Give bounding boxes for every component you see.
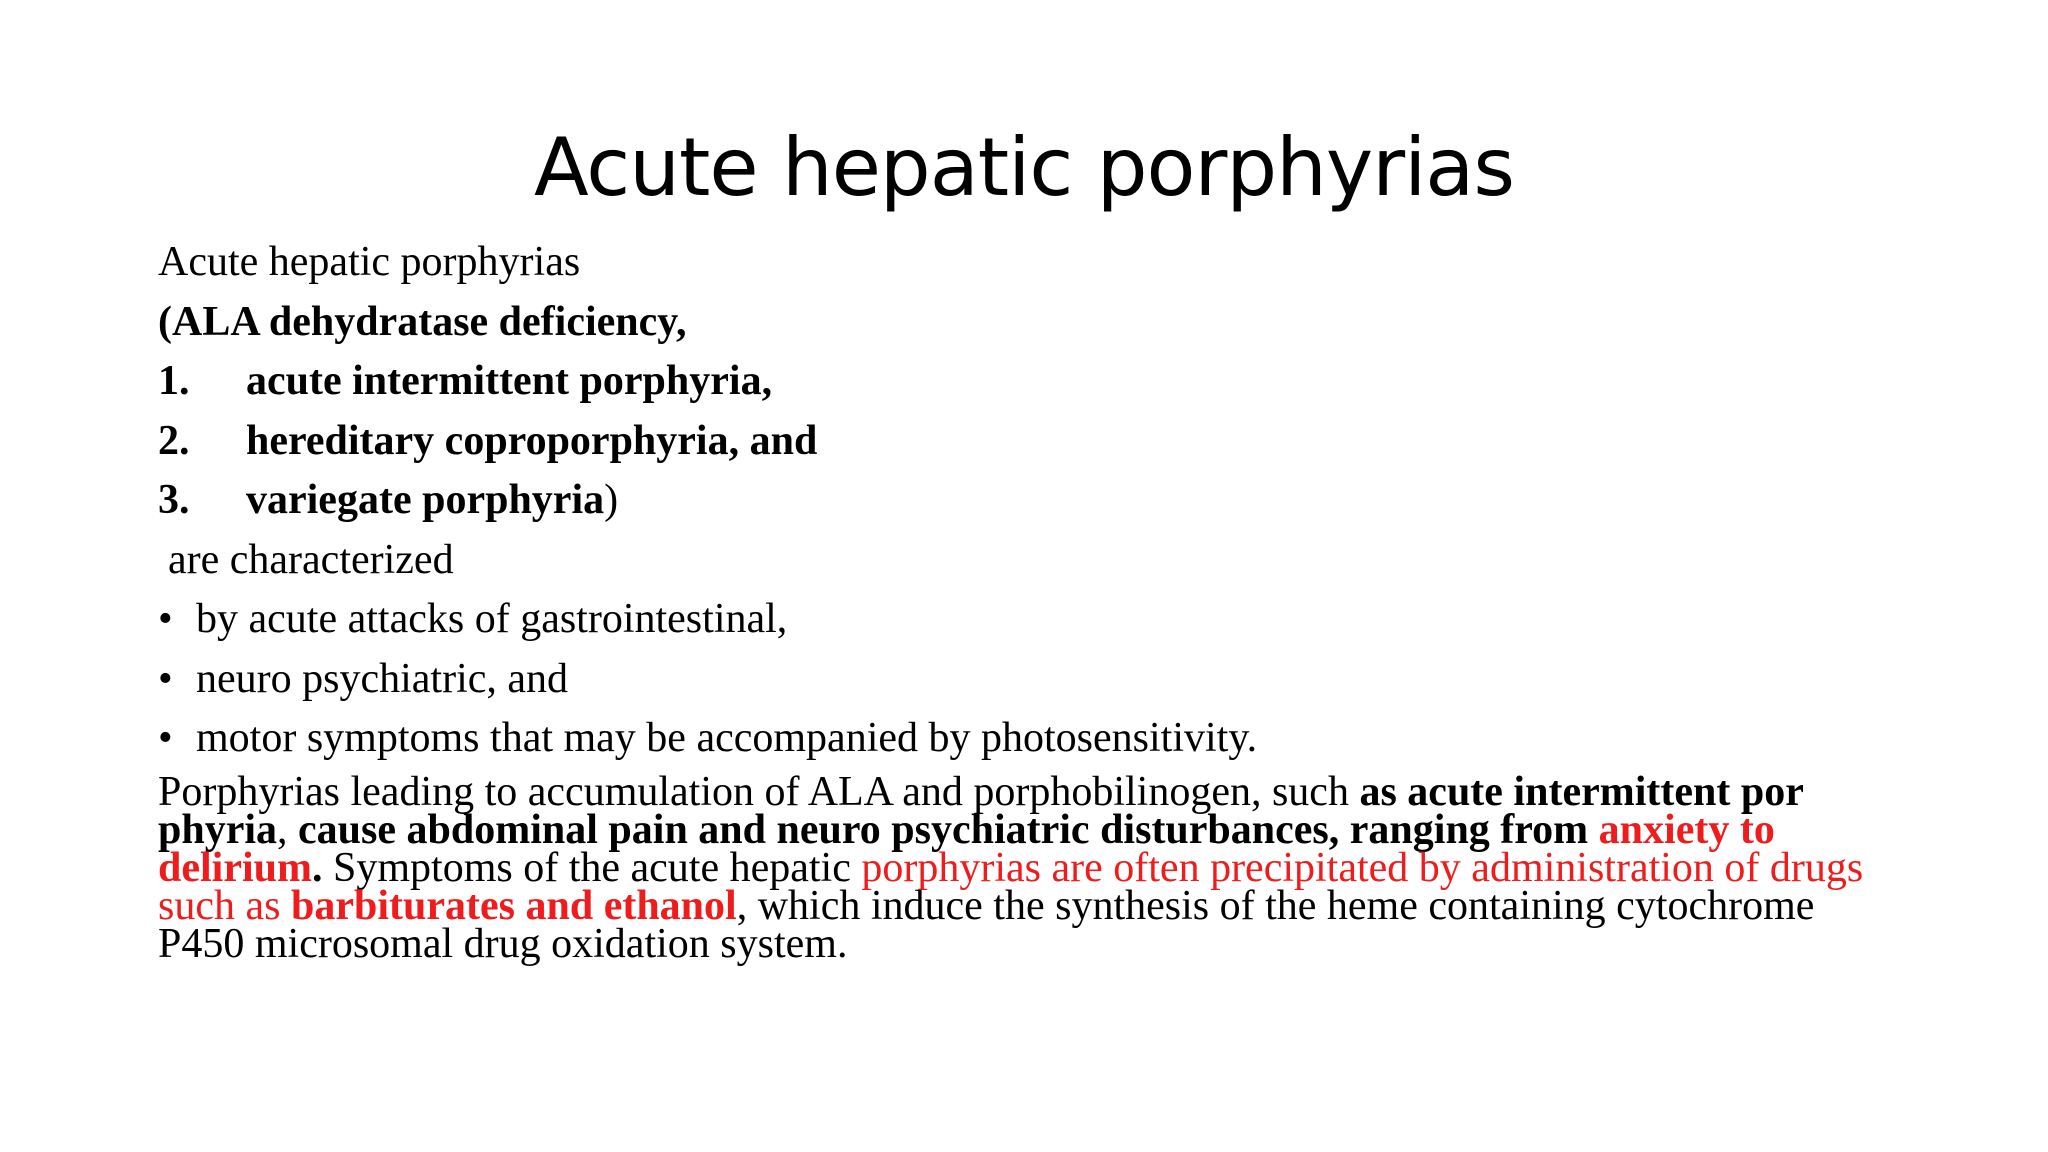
para-segment-red-bold: anxiety to delirium (158, 806, 1775, 891)
list-item-text: variegate porphyria (246, 477, 605, 523)
bullet-item (158, 590, 1958, 650)
para-segment: , which induce the synthesis of the heme containing cytochrome P450 microsomal drug oxidation system. (158, 882, 1815, 967)
description-paragraph (158, 768, 1878, 967)
characterized-line: are characterized (168, 536, 454, 583)
bullet-icon: • (158, 715, 173, 761)
list-item (158, 471, 1958, 531)
list-item (158, 352, 1958, 412)
para-segment-bold: . (312, 844, 323, 891)
closing-paren: ) (604, 477, 619, 523)
list-number: 2. (158, 417, 190, 464)
bullet-item (158, 650, 1958, 710)
list-item (158, 412, 1958, 472)
para-segment-red: porphyrias are often precipitated by administration of drugs such as (158, 844, 1864, 929)
list-number: 1. (158, 358, 190, 404)
slide-title: Acute hepatic porphyrias (533, 121, 1515, 214)
bullet-icon: • (158, 655, 173, 702)
bullet-text: neuro psychiatric, and (196, 655, 569, 702)
intro-line: Acute hepatic porphyrias (158, 239, 581, 285)
disease-list-heading: (ALA dehydratase deficiency, (158, 298, 687, 345)
para-segment-bold: cause abdominal pain and neuro psychiatric disturbances, ranging from (298, 806, 1599, 853)
bullet-text: motor symptoms that may be accompanied by photosensitivity. (196, 715, 1258, 761)
para-segment: Symptoms of the acute hepatic (322, 844, 862, 891)
list-item-text: hereditary coproporphyria, and (246, 417, 818, 464)
list-item-text: acute intermittent porphyria, (246, 358, 773, 404)
slide-content (158, 233, 1958, 967)
para-segment: , (277, 806, 299, 853)
para-segment-red-bold: barbiturates and ethanol (290, 882, 737, 929)
bullet-text: by acute attacks of gastrointestinal, (196, 596, 788, 642)
list-number: 3. (158, 477, 190, 523)
para-segment-bold: as acute intermittent por phyria (158, 768, 1804, 853)
bullet-item (158, 709, 1958, 769)
para-segment: Porphyrias leading to accumulation of ALA and porphobilinogen, such (158, 768, 1360, 815)
bullet-icon: • (158, 596, 173, 642)
